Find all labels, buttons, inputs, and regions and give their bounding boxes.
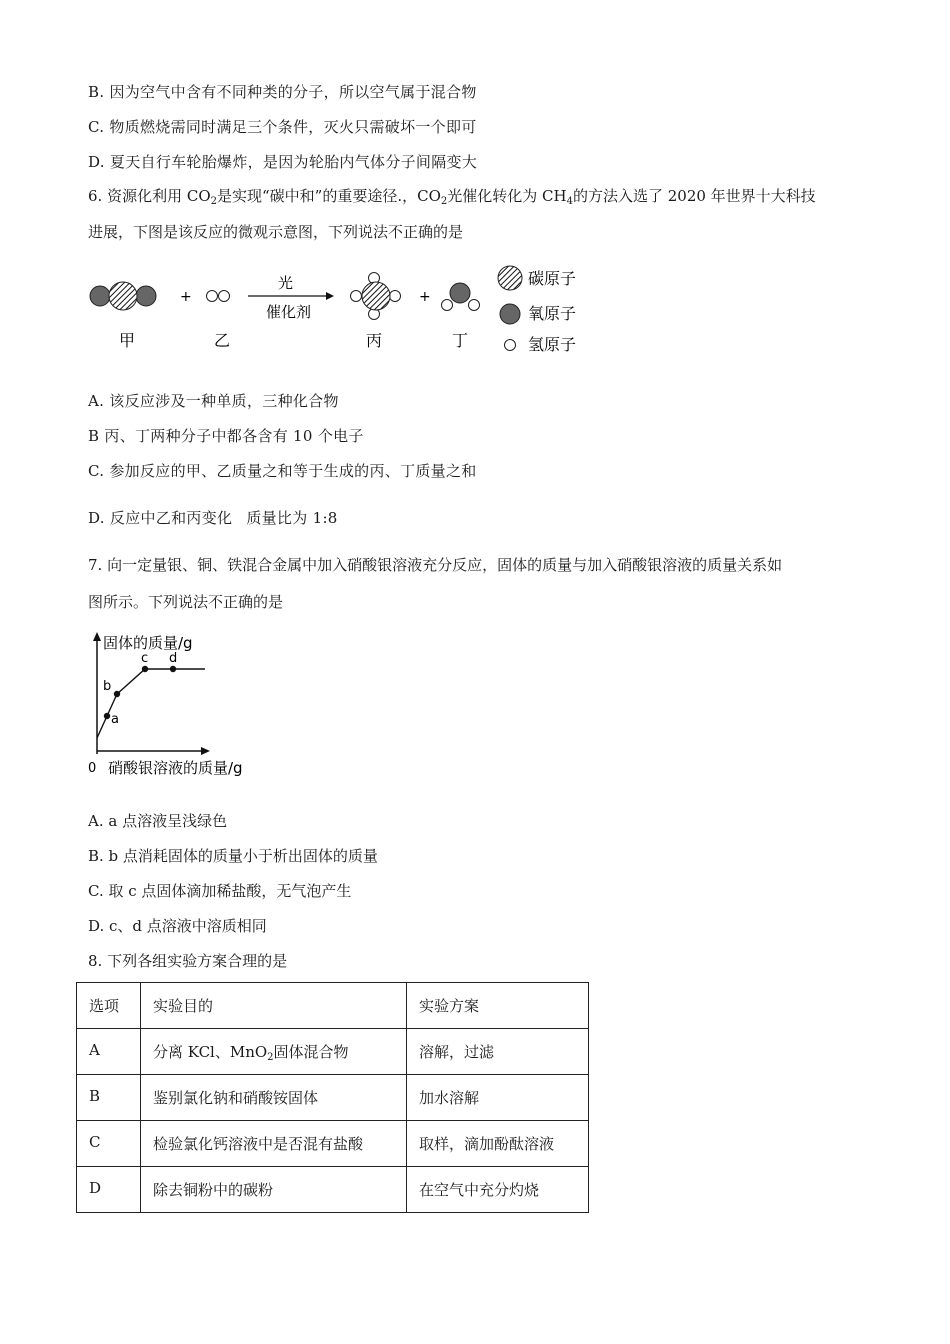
- q5-option-c: C. 物质燃烧需同时满足三个条件，灭火只需破坏一个即可: [88, 118, 477, 136]
- experiment-table: [76, 982, 589, 1213]
- q7-stem-line2: 图所示。下列说法不正确的是: [88, 593, 284, 611]
- plus-sign-2: +: [419, 289, 431, 305]
- molecule-bing-ch4: [351, 273, 401, 320]
- x-axis-label: 硝酸银溶液的质量/g: [108, 759, 243, 777]
- q5-option-b: B. 因为空气中含有不同种类的分子，所以空气属于混合物: [88, 83, 477, 101]
- label-bing: 丙: [366, 331, 383, 350]
- cell-option: C: [77, 1121, 141, 1167]
- q5-option-d: D. 夏天自行车轮胎爆炸，是因为轮胎内气体分子间隔变大: [88, 153, 478, 171]
- cell-goal: 检验氯化钙溶液中是否混有盐酸: [141, 1121, 407, 1167]
- header-goal: 实验目的: [141, 983, 407, 1029]
- q7-option-a: A. a 点溶液呈浅绿色: [88, 812, 228, 830]
- cell-plan: 取样，滴加酚酞溶液: [407, 1121, 589, 1167]
- cell-plan: 在空气中充分灼烧: [407, 1167, 589, 1213]
- origin-label: 0: [88, 761, 97, 776]
- label-b: b: [103, 679, 112, 694]
- mass-curve: [97, 669, 205, 738]
- header-option: 选项: [77, 983, 141, 1029]
- q6-stem-line2: 进展，下图是该反应的微观示意图，下列说法不正确的是: [88, 223, 464, 241]
- cell-option: A: [77, 1029, 141, 1075]
- table-row: [77, 1167, 589, 1213]
- x-axis-arrow: [201, 747, 210, 755]
- y-axis-arrow: [93, 632, 101, 641]
- svg-text:碳原子: 碳原子: [528, 269, 577, 288]
- plus-sign-1: +: [180, 289, 192, 305]
- label-ding: 丁: [452, 331, 469, 350]
- point-a: [104, 713, 110, 719]
- q6-option-a: A. 该反应涉及一种单质，三种化合物: [88, 392, 339, 410]
- q6-option-c: C. 参加反应的甲、乙质量之和等于生成的丙、丁质量之和: [88, 462, 477, 480]
- point-c: [142, 666, 148, 672]
- svg-text:氧原子: 氧原子: [528, 304, 577, 323]
- table-row: [77, 1075, 589, 1121]
- table-row: [77, 1121, 589, 1167]
- header-plan: 实验方案: [407, 983, 589, 1029]
- molecule-jia-co2: [90, 282, 156, 310]
- point-d: [170, 666, 176, 672]
- q7-option-d: D. c、d 点溶液中溶质相同: [88, 917, 267, 935]
- table-header-row: [77, 983, 589, 1029]
- label-a: a: [111, 712, 119, 727]
- cell-option: B: [77, 1075, 141, 1121]
- q8-stem: 8. 下列各组实验方案合理的是: [88, 952, 288, 970]
- svg-text:氢原子: 氢原子: [528, 335, 577, 354]
- molecule-ding-h2o: [442, 283, 480, 311]
- cell-goal: 除去铜粉中的碳粉: [141, 1167, 407, 1213]
- cell-plan: 溶解，过滤: [407, 1029, 589, 1075]
- condition-light: 光: [278, 274, 294, 292]
- legend-hydrogen: [505, 335, 577, 354]
- label-jia: 甲: [119, 331, 136, 350]
- q6-option-d: D. 反应中乙和丙变化 质量比为 1:8: [88, 509, 338, 527]
- y-axis-label: 固体的质量/g: [103, 634, 193, 652]
- molecule-yi-h2: [207, 291, 230, 302]
- q7-option-b: B. b 点消耗固体的质量小于析出固体的质量: [88, 847, 378, 865]
- cell-plan: 加水溶解: [407, 1075, 589, 1121]
- legend-oxygen: [500, 304, 576, 324]
- label-c: c: [141, 651, 149, 666]
- cell-goal: 鉴别氯化钠和硝酸铵固体: [141, 1075, 407, 1121]
- point-b: [114, 691, 120, 697]
- cell-option: D: [77, 1167, 141, 1213]
- q6-stem-line1: 6. 资源化利用 $CO_2$是实现“碳中和”的重要途径.，$CO_2$光催化转化为 $CH_4$的方法入选了 2020 年世界十大科技: [88, 187, 816, 207]
- table-row: [77, 1029, 589, 1075]
- condition-catalyst: 催化剂: [266, 303, 312, 321]
- legend-carbon: [498, 266, 576, 290]
- q7-stem-line1: 7. 向一定量银、铜、铁混合金属中加入硝酸银溶液充分反应，固体的质量与加入硝酸银溶液的质量关系如: [88, 556, 783, 574]
- q7-option-c: C. 取 c 点固体滴加稀盐酸，无气泡产生: [88, 882, 352, 900]
- reaction-arrow-head: [326, 292, 334, 300]
- cell-goal: 分离 KCl、MnO$_2$固体混合物: [141, 1029, 407, 1075]
- label-yi: 乙: [214, 331, 231, 350]
- label-d: d: [169, 651, 178, 666]
- q6-option-b: B 丙、丁两种分子中都各含有 10 个电子: [88, 427, 364, 445]
- mass-relation-graph: [86, 628, 286, 778]
- molecule-reaction-diagram: [82, 262, 592, 358]
